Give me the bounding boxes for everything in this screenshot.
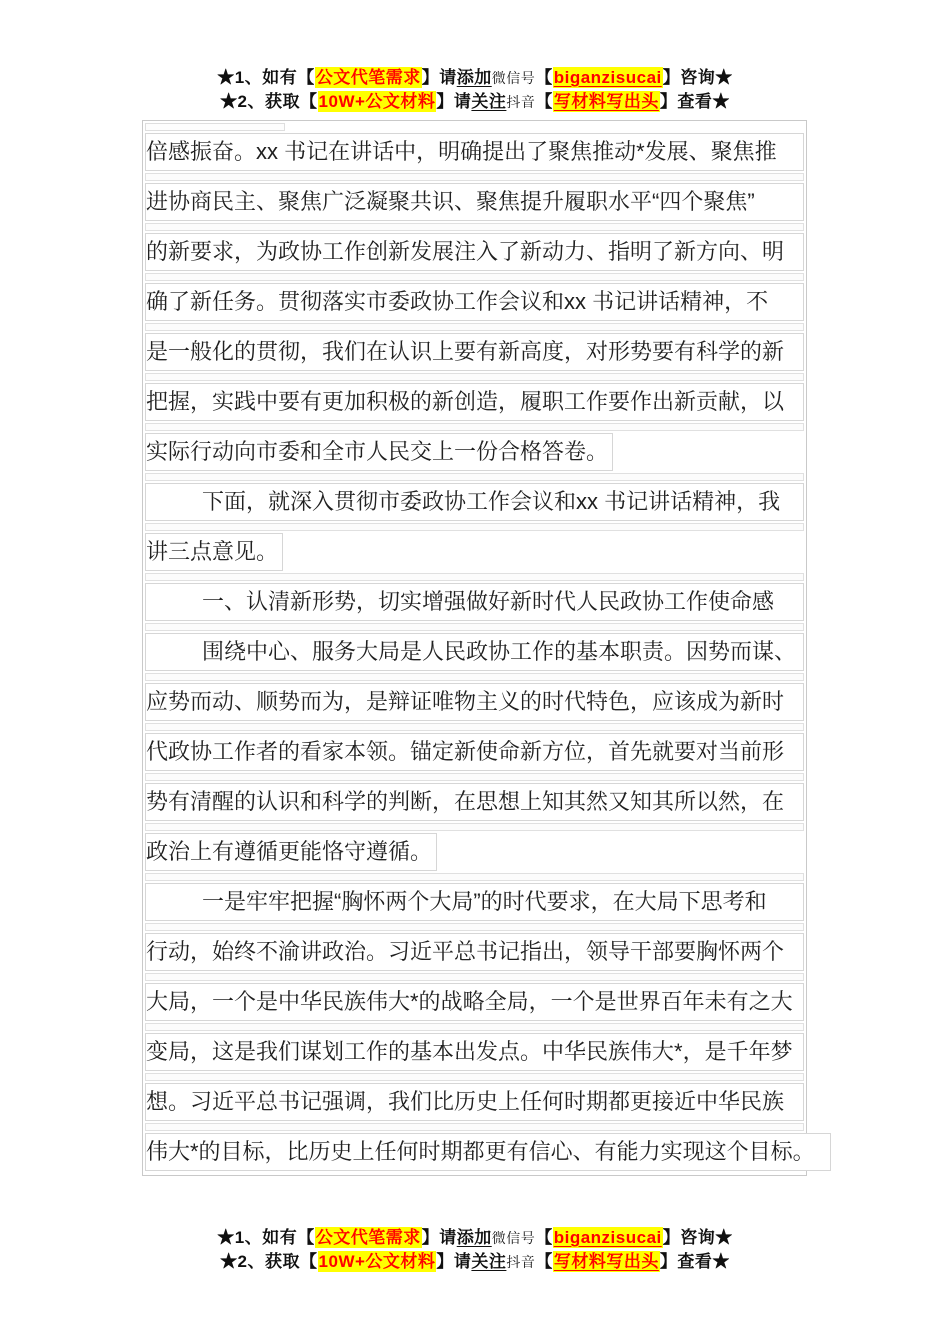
banner-text: 添加 <box>456 68 492 87</box>
banner-text: 微信号 <box>491 1230 536 1246</box>
line-gap-strip <box>145 373 804 381</box>
banner-text: 关注 <box>471 92 507 111</box>
banner-line-1 <box>0 66 950 90</box>
highlighted-term: 写材料写出头 <box>553 1252 659 1271</box>
line-gap-strip <box>145 623 804 631</box>
line-gap-strip <box>145 423 804 431</box>
text-line: 变局，这是我们谋划工作的基本出发点。中华民族伟大*，是千年梦 <box>145 1033 804 1071</box>
document-body <box>142 120 815 1176</box>
promo-banner-bottom <box>0 1226 950 1274</box>
text-line: 想。习近平总书记强调，我们比历史上任何时期都更接近中华民族 <box>145 1083 804 1121</box>
line-gap-strip <box>145 1023 804 1031</box>
line-gap-strip <box>145 523 804 531</box>
banner-text: 微信号 <box>491 70 536 86</box>
line-gap-strip <box>145 973 804 981</box>
text-line: 代政协工作者的看家本领。锚定新使命新方位，首先就要对当前形 <box>145 733 804 771</box>
banner-text: 】请 <box>421 1228 457 1247</box>
line-gap-strip <box>145 723 804 731</box>
highlighted-term: 10W+公文材料 <box>318 92 436 111</box>
text-line: 是一般化的贯彻，我们在认识上要有新高度，对形势要有科学的新 <box>145 333 804 371</box>
banner-text: ★2、获取【 <box>220 1252 318 1271</box>
line-gap-strip <box>145 273 804 281</box>
text-line: 围绕中心、服务大局是人民政协工作的基本职责。因势而谋、 <box>145 633 804 671</box>
line-gap-strip <box>145 573 804 581</box>
banner-text: 】请 <box>421 68 457 87</box>
text-line: 大局，一个是中华民族伟大*的战略全局，一个是世界百年未有之大 <box>145 983 804 1021</box>
line-gap-strip <box>145 1123 804 1131</box>
text-line: 伟大*的目标，比历史上任何时期都更有信心、有能力实现这个目标。 <box>145 1133 831 1171</box>
banner-line-2 <box>0 1250 950 1274</box>
text-line: 确了新任务。贯彻落实市委政协工作会议和xx 书记讲话精神，不 <box>145 283 804 321</box>
banner-text: ★1、如有【 <box>217 1228 315 1247</box>
text-line: 倍感振奋。xx 书记在讲话中，明确提出了聚焦推动*发展、聚焦推 <box>145 133 804 171</box>
highlighted-term: 写材料写出头 <box>553 92 659 111</box>
text-line: 实际行动向市委和全市人民交上一份合格答卷。 <box>145 433 613 471</box>
banner-text: 】咨询★ <box>662 1228 733 1247</box>
highlighted-term: biganzisucai <box>553 1228 662 1247</box>
highlighted-term: 公文代笔需求 <box>315 1228 421 1247</box>
text-line: 一是牢牢把握“胸怀两个大局”的时代要求，在大局下思考和 <box>145 883 804 921</box>
text-line: 讲三点意见。 <box>145 533 283 571</box>
highlighted-term: 10W+公文材料 <box>318 1252 436 1271</box>
banner-text: 】请 <box>436 92 472 111</box>
text-line: 进协商民主、聚焦广泛凝聚共识、聚焦提升履职水平“四个聚焦” <box>145 183 804 221</box>
text-lines-container <box>145 133 815 1171</box>
line-gap-strip <box>145 773 804 781</box>
banner-text: 添加 <box>456 1228 492 1247</box>
banner-text: 【 <box>535 92 553 111</box>
banner-line-2 <box>0 90 950 114</box>
line-gap-strip <box>145 473 804 481</box>
line-gap-strip <box>145 1073 804 1081</box>
line-gap-strip <box>145 673 804 681</box>
banner-text: 【 <box>535 1252 553 1271</box>
text-line: 应势而动、顺势而为，是辩证唯物主义的时代特色，应该成为新时 <box>145 683 804 721</box>
text-line: 政治上有遵循更能恪守遵循。 <box>145 833 437 871</box>
line-gap-strip <box>145 823 804 831</box>
banner-text: 抖音 <box>506 94 536 110</box>
empty-line-strip <box>145 123 285 131</box>
text-line: 一、认清新形势，切实增强做好新时代人民政协工作使命感 <box>145 583 804 621</box>
banner-text: 【 <box>535 1228 553 1247</box>
line-gap-strip <box>145 873 804 881</box>
line-gap-strip <box>145 173 804 181</box>
text-line: 把握，实践中要有更加积极的新创造，履职工作要作出新贡献，以 <box>145 383 804 421</box>
promo-banner-top <box>0 0 950 114</box>
line-gap-strip <box>145 323 804 331</box>
text-line: 下面，就深入贯彻市委政协工作会议和xx 书记讲话精神，我 <box>145 483 804 521</box>
banner-text: 关注 <box>471 1252 507 1271</box>
text-line: 势有清醒的认识和科学的判断，在思想上知其然又知其所以然，在 <box>145 783 804 821</box>
banner-text: 】请 <box>436 1252 472 1271</box>
banner-text: 【 <box>535 68 553 87</box>
banner-text: 】查看★ <box>659 1252 730 1271</box>
line-gap-strip <box>145 923 804 931</box>
banner-text: 抖音 <box>506 1254 536 1270</box>
highlighted-term: 公文代笔需求 <box>315 68 421 87</box>
banner-text: 】查看★ <box>659 92 730 111</box>
banner-text: ★2、获取【 <box>220 92 318 111</box>
banner-text: ★1、如有【 <box>217 68 315 87</box>
text-line: 的新要求，为政协工作创新发展注入了新动力、指明了新方向、明 <box>145 233 804 271</box>
text-line: 行动，始终不渝讲政治。习近平总书记指出，领导干部要胸怀两个 <box>145 933 804 971</box>
banner-line-1 <box>0 1226 950 1250</box>
banner-text: 】咨询★ <box>662 68 733 87</box>
highlighted-term: biganzisucai <box>553 68 662 87</box>
line-gap-strip <box>145 223 804 231</box>
